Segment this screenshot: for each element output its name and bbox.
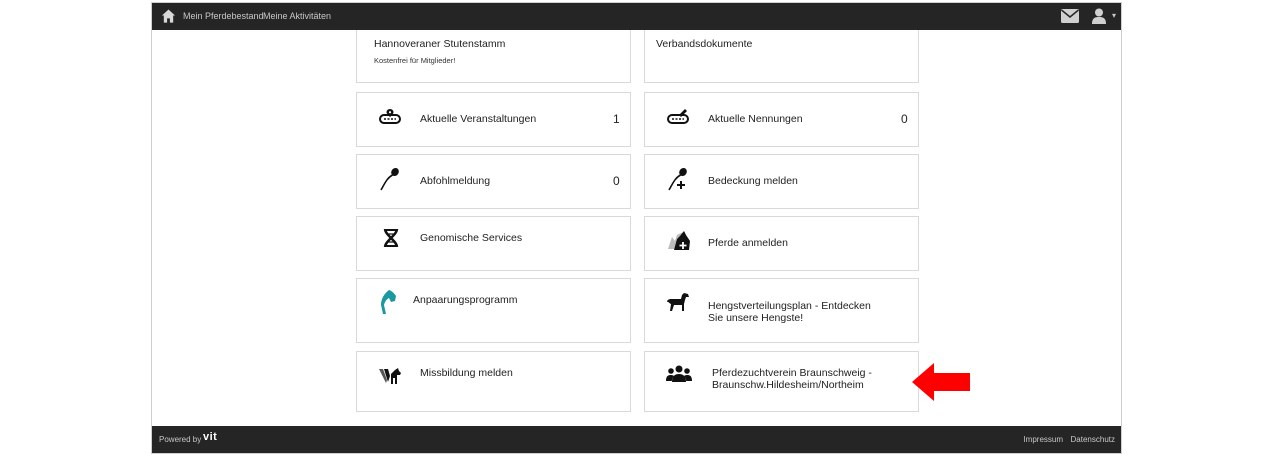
malformation-icon [378, 366, 402, 386]
horse-add-icon [665, 229, 691, 251]
card-verbandsdokumente[interactable] [644, 30, 919, 83]
nav-mein-pferdebestand[interactable]: Mein Pferdebestand [183, 11, 264, 21]
user-icon[interactable] [1091, 8, 1107, 24]
home-icon[interactable] [161, 8, 176, 24]
mail-icon[interactable] [1061, 9, 1079, 23]
card-pferde-anmelden-title: Pferde anmelden [708, 237, 788, 249]
browser-frame [151, 2, 1122, 454]
user-menu-caret-icon[interactable]: ▾ [1111, 11, 1116, 20]
card-pferdezuchtverein[interactable] [644, 351, 919, 412]
horse-head-icon [379, 289, 397, 315]
card-pferdezuchtverein-title-line1: Pferdezuchtverein Braunschweig - [712, 367, 872, 379]
card-abfohlmeldung[interactable] [356, 154, 631, 209]
red-arrow-annotation [912, 363, 970, 401]
card-hengstverteilung-title-line1: Hengstverteilungsplan - Entdecken [708, 300, 871, 312]
card-hengstverteilung-title-line2: Sie unsere Hengste! [708, 312, 804, 324]
sperm-plus-icon [667, 167, 691, 191]
trailer-edit-icon [666, 109, 690, 127]
dna-icon [383, 228, 399, 248]
card-genomische-title: Genomische Services [420, 232, 523, 244]
vit-logo[interactable]: vit [203, 431, 218, 443]
card-bedeckung-melden[interactable] [644, 154, 919, 209]
sperm-icon [379, 167, 401, 191]
card-veranstaltungen-title: Aktuelle Veranstaltungen [420, 113, 537, 125]
card-pferdezuchtverein-title-line2: Braunschw.Hildesheim/Northeim [712, 379, 864, 391]
card-veranstaltungen-count: 1 [613, 112, 620, 126]
footer-link-impressum[interactable]: Impressum [1023, 435, 1063, 444]
footer-link-datenschutz[interactable]: Datenschutz [1070, 435, 1115, 444]
footer-bar [152, 426, 1121, 453]
card-missbildung-melden[interactable] [356, 351, 631, 412]
card-anpaarungsprogramm[interactable] [356, 278, 631, 343]
card-aktuelle-nennungen[interactable] [644, 92, 919, 147]
card-stutenstamm-title: Hannoveraner Stutenstamm [374, 38, 506, 50]
card-abfohlmeldung-title: Abfohlmeldung [420, 175, 491, 187]
card-anpaarung-title: Anpaarungsprogramm [413, 294, 518, 306]
card-missbildung-title: Missbildung melden [420, 367, 513, 379]
card-bedeckung-title: Bedeckung melden [708, 175, 798, 187]
card-stutenstamm-subtitle: Kostenfrei für Mitglieder! [374, 56, 456, 65]
card-hengstverteilungsplan[interactable] [644, 278, 919, 343]
top-navbar [152, 3, 1121, 30]
card-pferde-anmelden[interactable] [644, 216, 919, 271]
card-nennungen-count: 0 [901, 112, 908, 126]
nav-meine-aktivitaeten[interactable]: Meine Aktivitäten [263, 11, 332, 21]
horse-icon [666, 292, 690, 312]
card-genomische-services[interactable] [356, 216, 631, 271]
card-aktuelle-veranstaltungen[interactable] [356, 92, 631, 147]
card-verbandsdokumente-title: Verbandsdokumente [656, 38, 753, 50]
dashboard-content [152, 30, 1121, 426]
group-icon [666, 365, 692, 383]
card-nennungen-title: Aktuelle Nennungen [708, 113, 803, 125]
card-stutenstamm[interactable] [356, 30, 631, 83]
trailer-location-icon [378, 109, 402, 127]
card-abfohlmeldung-count: 0 [613, 174, 620, 188]
powered-by-label: Powered by [159, 435, 202, 444]
